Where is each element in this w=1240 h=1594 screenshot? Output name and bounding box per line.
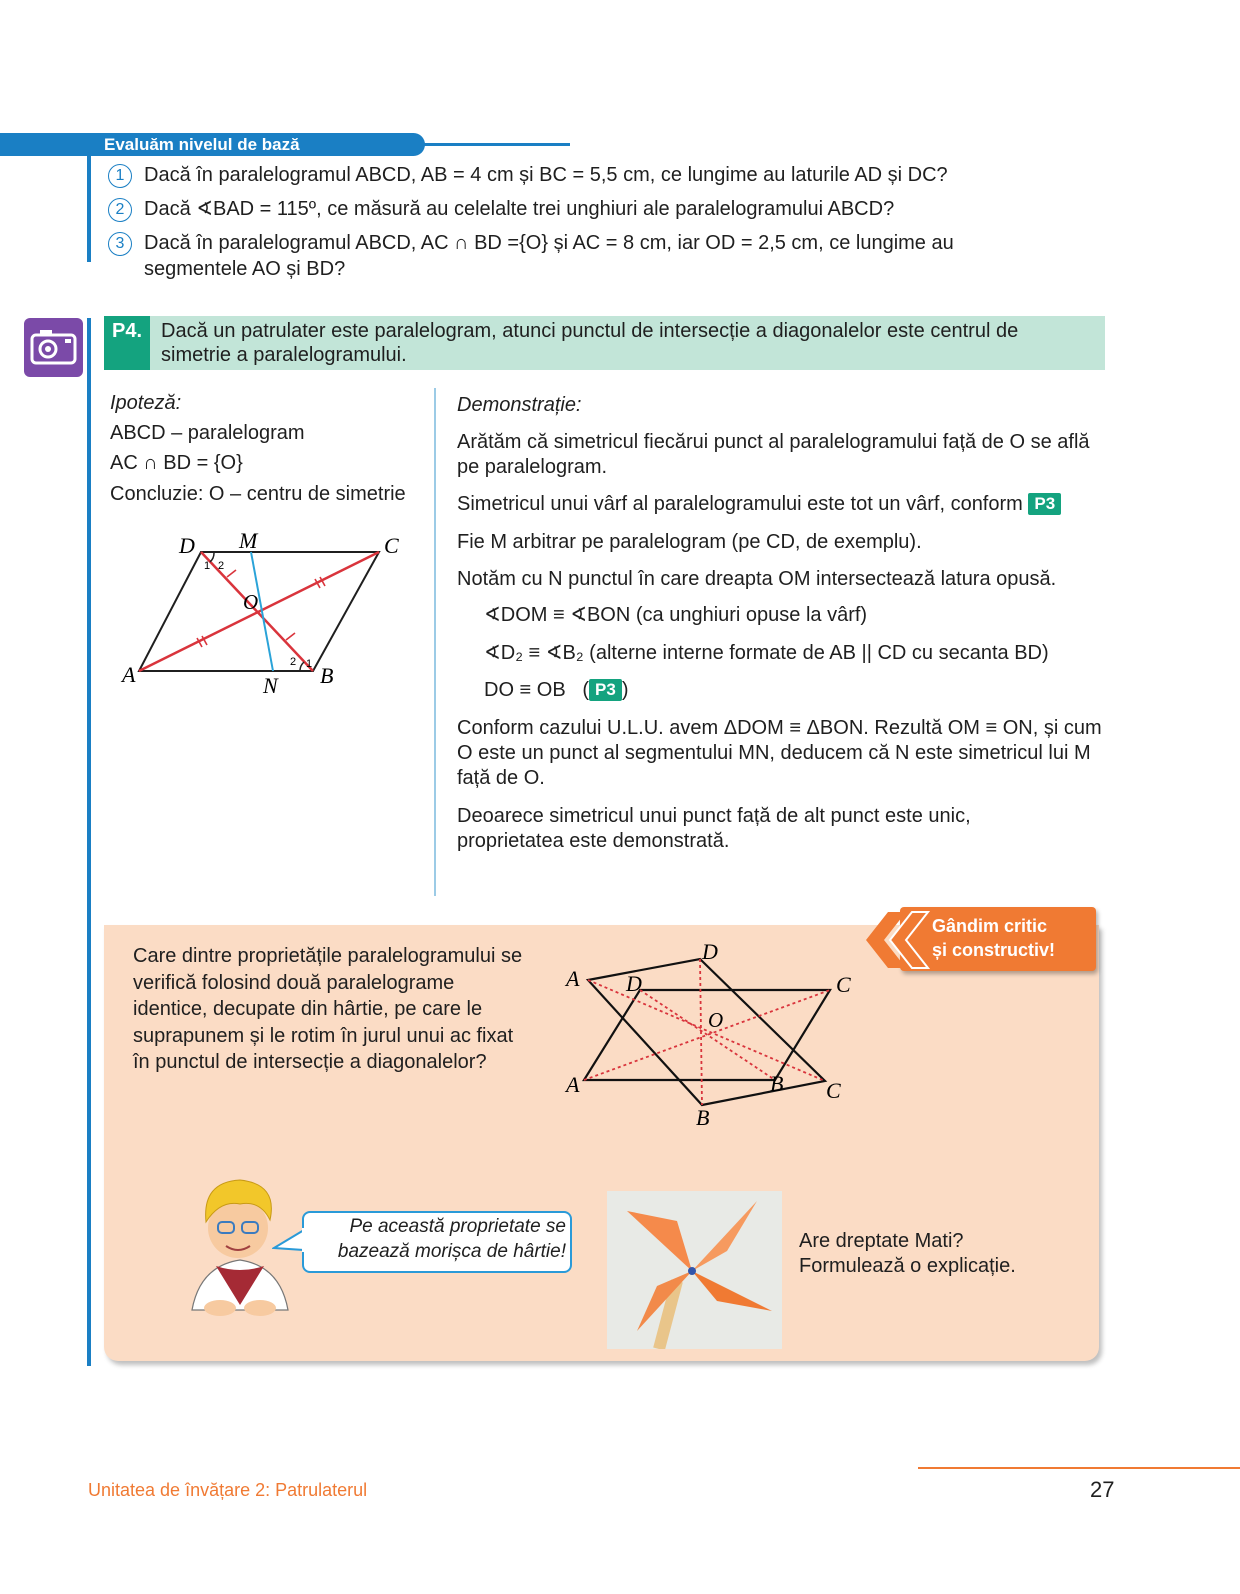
margin-line-main [87, 318, 91, 1366]
question-2-line-1: Are dreptate Mati? [799, 1230, 964, 1252]
proof-paragraph-2 [457, 492, 1117, 517]
hypothesis-line-1: ABCD – paralelogram [110, 422, 305, 444]
label-m: M [239, 528, 258, 553]
label-d: D [626, 971, 642, 996]
camera-icon [24, 318, 83, 377]
footer-unit-title: Unitatea de învățare 2: Patrulaterul [88, 1480, 368, 1500]
label-a: A [566, 1072, 580, 1097]
label-n: N [263, 673, 278, 698]
page-number: 27 [1090, 1477, 1115, 1502]
question-text: Dacă în paralelogramul ABCD, AC ∩ BD ={O} și AC = 8 cm, iar OD = 2,5 cm, ce lungime au segmentele AO și BD? [144, 232, 954, 280]
proof-label: Demonstrație: [457, 394, 582, 416]
label-b: B [770, 1071, 784, 1096]
label-b: B [320, 663, 334, 688]
hypothesis-line-2: AC ∩ BD = {O} [110, 452, 243, 474]
proof-step-3: DO ≡ OB ( P3 ) [484, 679, 629, 701]
conclusion: Concluzie: O – centru de simetrie [110, 483, 406, 505]
proof-text: DO ≡ OB [484, 679, 566, 701]
label-c: C [384, 533, 399, 558]
label-o: O [243, 590, 259, 614]
section-title: Evaluăm nivelul de bază [104, 135, 300, 154]
chevron-arrows-icon [862, 910, 932, 970]
rotated-parallelograms-figure [560, 935, 860, 1135]
question-number: 1 [108, 164, 132, 188]
angle-label: 2 [290, 656, 297, 668]
badge-line-2: și constructiv! [932, 940, 1056, 960]
badge-text [932, 914, 1055, 962]
angle-label: 1 [306, 658, 313, 670]
question-text: Dacă în paralelogramul ABCD, AB = 4 cm și BC = 5,5 cm, ce lungime au laturile AD și DC? [144, 164, 948, 186]
theorem-statement: Dacă un patrulater este paralelogram, atunci punctul de intersecție a diagonalelor este centrul de simetrie a paralelogramului. [161, 320, 1019, 366]
angle-arc [300, 662, 304, 670]
angle-arc [210, 553, 214, 562]
proof-text: Simetricul unui vârf al paralelogramului este tot un vârf, conform [457, 493, 1023, 515]
footer-line [918, 1467, 1240, 1469]
angle-label: 1 [204, 560, 211, 572]
pinwheel-photo [607, 1191, 782, 1349]
critical-question: Care dintre proprietățile paralelogramului se verifică folosind două paralelograme identice, decupate din hârtie, pe care le suprapunem și le rotim în jurul unui ac fixat în punctul de intersecție a diagonalelor? [133, 945, 523, 1073]
question-1 [108, 162, 1028, 188]
parallelogram-figure [110, 525, 420, 705]
proof-paragraph-4: Notăm cu N punctul în care dreapta OM intersectează latura opusă. [457, 568, 1057, 590]
label-a: A [122, 662, 136, 687]
theorem-tag: P4. [104, 316, 150, 370]
proof-step-2: ∢D₂ ≡ ∢B₂ (alterne interne formate de AB || CD cu secanta BD) [484, 642, 1049, 664]
question-3 [108, 230, 1028, 282]
label-c: C [826, 1078, 841, 1103]
proof-step-1: ∢DOM ≡ ∢BON (ca unghiuri opuse la vârf) [484, 604, 868, 626]
question-number: 2 [108, 198, 132, 222]
label-c: C [836, 972, 851, 997]
diagonal-ac [139, 552, 379, 671]
badge-line-1: Gândim critic [932, 916, 1048, 936]
question-2 [108, 196, 1028, 222]
diagonals [584, 959, 830, 1105]
column-divider [434, 388, 436, 896]
proof-paragraph-5: Conform cazului U.L.U. avem ΔDOM ≡ ΔBON. Rezultă OM ≡ ON, și cum O este un punct al segmentului MN, deducem că N este simetricul lui M față de O. [457, 717, 1102, 789]
speech-bubble-tail [272, 1226, 306, 1256]
proof-paragraph-6: Deoarece simetricul unui punct față de alt punct este unic, proprietatea este demonstrată. [457, 805, 971, 852]
property-ref-badge: P3 [589, 679, 622, 701]
angle-label: 2 [218, 560, 225, 572]
hypothesis-label: Ipoteză: [110, 392, 182, 414]
label-d: D [702, 939, 718, 964]
property-ref-badge: P3 [1028, 493, 1061, 515]
margin-line-top [87, 150, 91, 262]
label-d: D [179, 533, 195, 558]
label-a: A [566, 966, 580, 991]
label-b: B [696, 1105, 710, 1130]
speech-bubble-text: Pe această proprietate se bazează morișca de hârtie! [337, 1216, 566, 1262]
question-number: 3 [108, 232, 132, 256]
parallelogram-rotated [588, 959, 825, 1105]
proof-paragraph-3: Fie M arbitrar pe paralelogram (pe CD, de exemplu). [457, 531, 922, 553]
label-o: O [708, 1008, 724, 1032]
section-header-line [420, 143, 570, 146]
question-2-line-2: Formulează o explicație. [799, 1255, 1016, 1277]
question-text: Dacă ∢BAD = 115º, ce măsură au celelalte trei unghiuri ale paralelogramului ABCD? [144, 198, 895, 220]
proof-paragraph-1: Arătăm că simetricul fiecărui punct al paralelogramului față de O se află pe paralelogram. [457, 431, 1090, 478]
